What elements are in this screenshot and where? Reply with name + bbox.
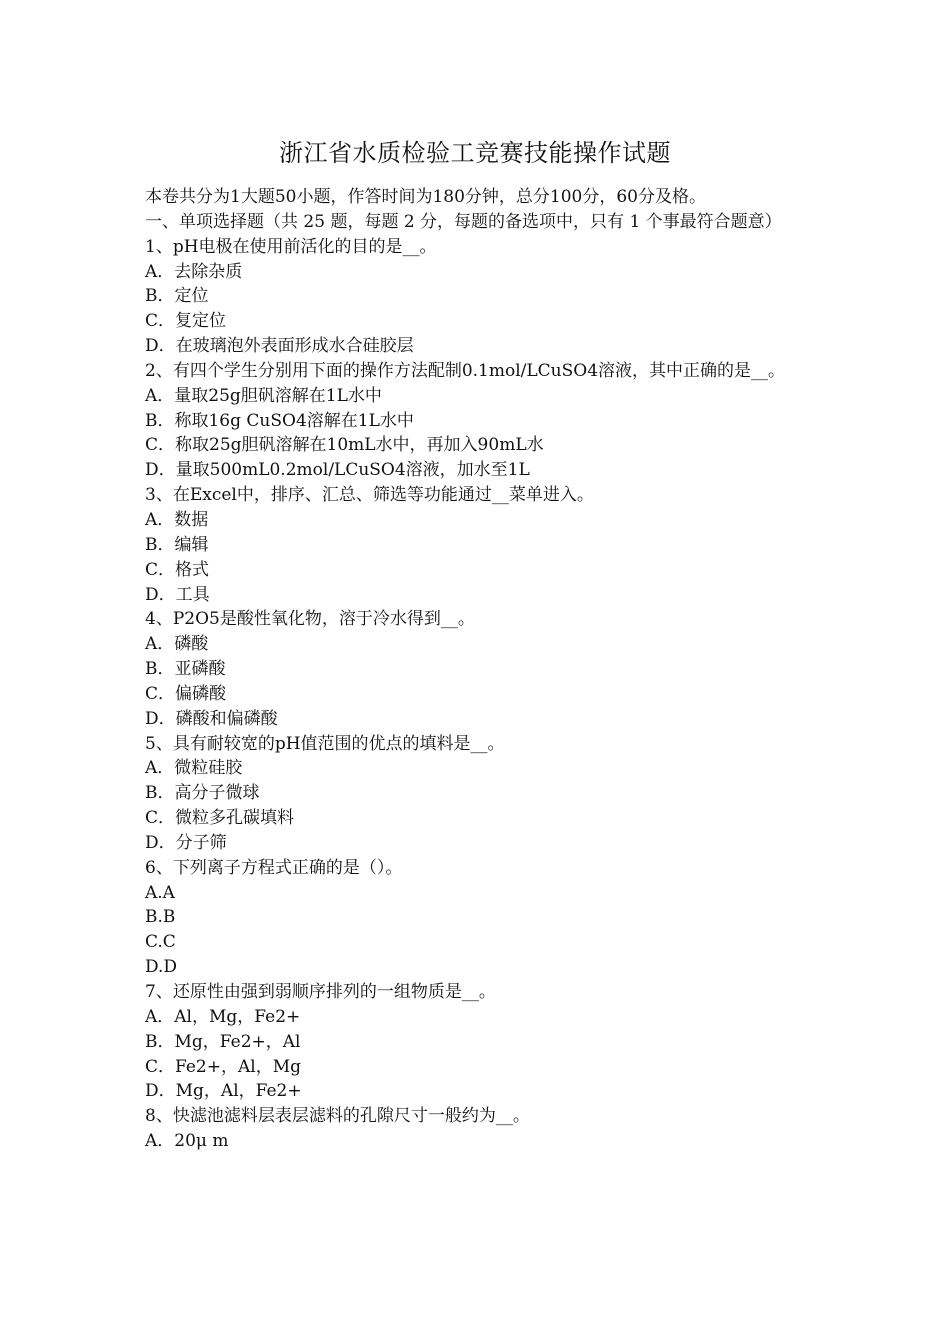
question-6 (145, 856, 810, 980)
question-3 (145, 483, 810, 607)
option-b: B．高分子微球 (145, 783, 260, 804)
option-b: B.B (145, 907, 176, 928)
option-a: A．磷酸 (145, 634, 209, 655)
option-a: A．数据 (145, 509, 209, 530)
option-a: A．微粒硅胶 (145, 758, 243, 779)
option-c: C．微粒多孔碳填料 (145, 808, 295, 829)
question-2 (145, 359, 810, 483)
option-a: A．量取25g胆矾溶解在1L水中 (145, 385, 382, 406)
option-b: B．编辑 (145, 534, 209, 555)
option-d: D．工具 (145, 584, 210, 605)
option-c: C．称取25g胆矾溶解在10mL水中，再加入90mL水 (145, 435, 544, 456)
question-7 (145, 980, 810, 1104)
document-title: 浙江省水质检验工竞赛技能操作试题 (279, 139, 671, 167)
option-a: A．20μ m (145, 1131, 229, 1152)
question-stem: 4、P2O5是酸性氧化物，溶于冷水得到__。 (145, 609, 475, 630)
question-stem: 1、pH电极在使用前活化的目的是__。 (145, 236, 437, 257)
section-heading: 一、单项选择题（共 25 题，每题 2 分，每题的备选项中，只有 1 个事最符合题意） (145, 211, 782, 232)
option-d: D．Mg，Al，Fe2+ (145, 1081, 302, 1102)
option-d: D.D (145, 957, 178, 978)
question-5 (145, 732, 810, 856)
question-1 (145, 235, 810, 359)
option-a: A．去除杂质 (145, 261, 243, 282)
option-b: B．Mg，Fe2+，Al (145, 1031, 301, 1052)
option-a: A.A (145, 882, 175, 903)
question-stem: 2、有四个学生分别用下面的操作方法配制0.1mol/LCuSO4溶液，其中正确的是__。 (145, 360, 786, 381)
option-b: B．亚磷酸 (145, 659, 226, 680)
option-b: B．称取16g CuSO4溶解在1L水中 (145, 410, 414, 431)
intro-text: 本卷共分为1大题50小题，作答时间为180分钟，总分100分，60分及格。 (145, 187, 706, 207)
question-stem: 5、具有耐较宽的pH值范围的优点的填料是__。 (145, 733, 505, 754)
question-stem: 3、在Excel中，排序、汇总、筛选等功能通过__菜单进入。 (145, 485, 594, 506)
option-c: C．偏磷酸 (145, 683, 227, 704)
option-c: C．Fe2+，Al，Mg (145, 1056, 301, 1077)
option-b: B．定位 (145, 286, 209, 307)
option-a: A．Al，Mg，Fe2+ (145, 1006, 301, 1027)
option-d: D．量取500mL0.2mol/LCuSO4溶液，加水至1L (145, 460, 530, 481)
question-stem: 6、下列离子方程式正确的是（）。 (145, 857, 403, 878)
option-d: D．磷酸和偏磷酸 (145, 708, 278, 729)
document-body (145, 185, 810, 1154)
option-c: C．格式 (145, 559, 210, 580)
question-stem: 8、快滤池滤料层表层滤料的孔隙尺寸一般约为__。 (145, 1106, 530, 1127)
option-d: D．分子筛 (145, 832, 227, 853)
option-c: C．复定位 (145, 311, 227, 332)
option-c: C.C (145, 932, 176, 953)
question-stem: 7、还原性由强到弱顺序排列的一组物质是__。 (145, 982, 496, 1002)
question-8 (145, 1104, 810, 1154)
option-d: D．在玻璃泡外表面形成水合硅胶层 (145, 336, 414, 357)
question-4 (145, 607, 810, 731)
